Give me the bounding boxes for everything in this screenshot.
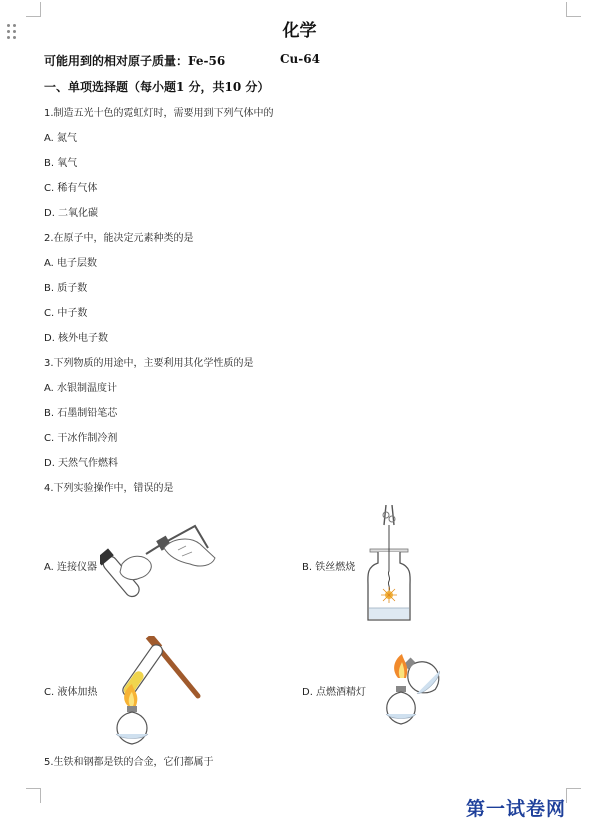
question-4-option-d: D. 点燃酒精灯 [302,687,367,698]
question-4-option-c: C. 液体加热 [44,687,98,698]
question-4-option-b: B. 铁丝燃烧 [302,562,356,573]
crop-mark-bottom-right [566,788,581,803]
question-2-option-d: D. 核外电子数 [44,333,109,344]
question-3-option-d: D. 天然气作燃料 [44,458,119,469]
question-2-option-a: A. 电子层数 [44,258,98,269]
section-heading: 一、单项选择题（每小题1 分，共10 分） [44,80,270,94]
atomic-mass-line [44,52,320,69]
crop-mark-top-left [26,2,41,17]
question-3-option-b: B. 石墨制铅笔芯 [44,408,118,419]
question-1-stem: 1.制造五光十色的霓虹灯时，需要用到下列气体中的 [44,108,274,119]
iron-wire-burning-figure [364,505,414,625]
liquid-heating-figure [100,636,205,751]
crop-mark-top-right [566,2,581,17]
question-2-stem: 2.在原子中，能决定元素种类的是 [44,233,194,244]
page-title: 化学 [282,21,317,41]
question-1-option-a: A. 氮气 [44,133,78,144]
question-5-stem: 5.生铁和钢都是铁的合金，它们都属于 [44,757,214,768]
question-3-option-a: A. 水银制温度计 [44,383,118,394]
site-watermark: 第一试卷网 [466,798,567,820]
question-3-option-c: C. 干冰作制冷剂 [44,433,118,444]
atomic-mass-cu: Cu-64 [280,52,320,66]
question-2-option-b: B. 质子数 [44,283,88,294]
lighting-alcohol-lamp-figure [374,650,446,725]
question-3-stem: 3.下列物质的用途中，主要利用其化学性质的是 [44,358,254,369]
question-4-stem: 4.下列实验操作中，错误的是 [44,483,174,494]
question-1-option-c: C. 稀有气体 [44,183,98,194]
question-4-option-a: A. 连接仪器 [44,562,98,573]
question-2-option-c: C. 中子数 [44,308,88,319]
question-1-option-b: B. 氧气 [44,158,78,169]
question-1-option-d: D. 二氧化碳 [44,208,99,219]
connect-apparatus-figure [100,518,225,603]
atomic-mass-label: 可能用到的相对原子质量：Fe-56 [44,54,226,68]
crop-mark-bottom-left [26,788,41,803]
